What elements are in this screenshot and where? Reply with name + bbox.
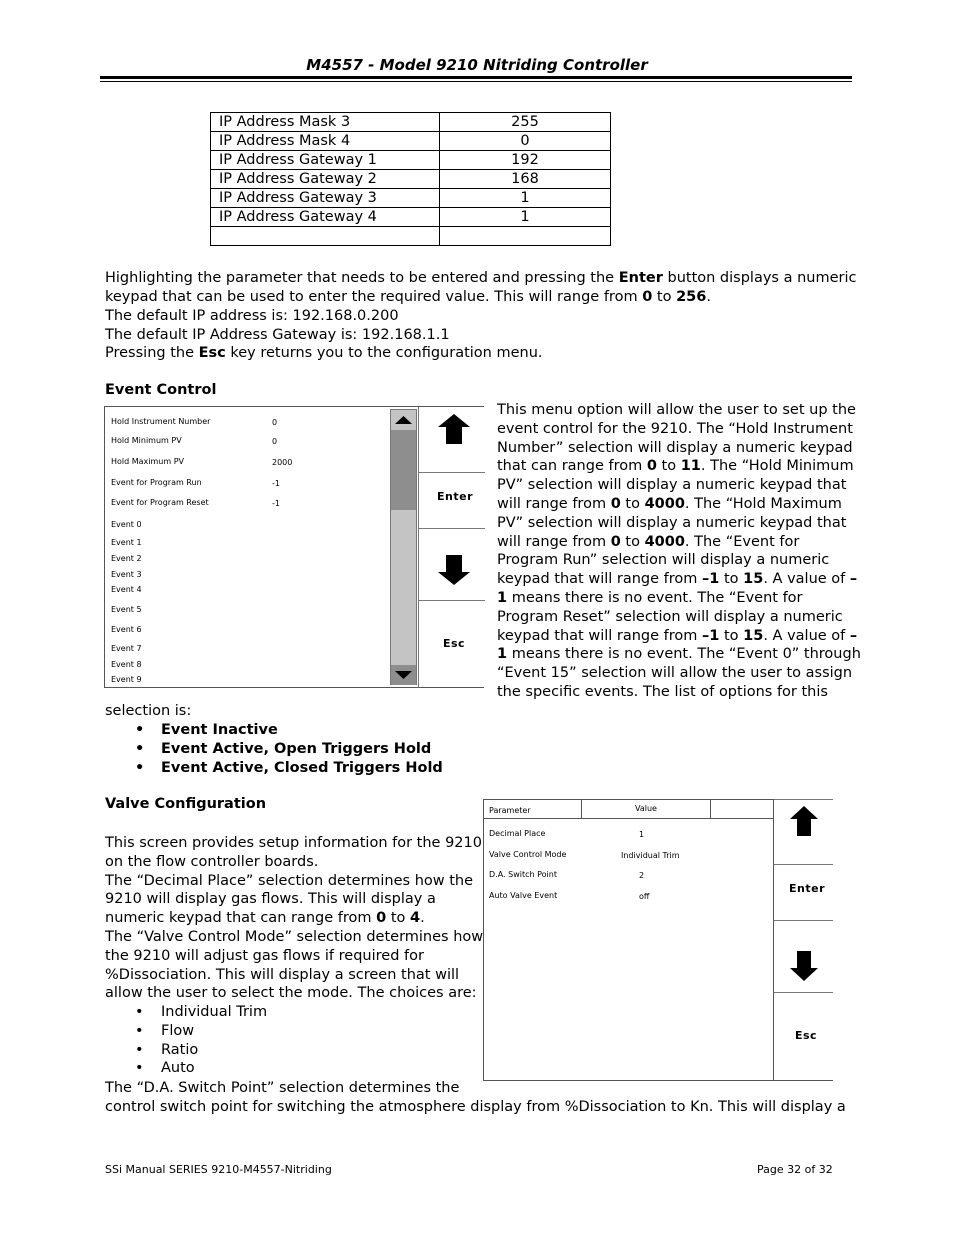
enter-button[interactable]: Enter — [437, 490, 473, 503]
event-option-item: • Event Active, Closed Triggers Hold — [105, 759, 443, 778]
event-item-label: Event 2 — [111, 554, 142, 563]
text-line: keypad that will range from –1 to 15. A value of – — [497, 627, 858, 644]
text-line: event control for the 9210. The “Hold Instrument — [497, 420, 853, 437]
up-arrow-button[interactable] — [437, 413, 471, 447]
valve-param-value: off — [639, 892, 650, 901]
text-line: “Event 15” selection will allow the user to assign — [497, 665, 853, 682]
event-item-label: Event 8 — [111, 660, 142, 669]
esc-text: Pressing the Esc key returns you to the configuration menu. — [105, 345, 543, 361]
ip-param-cell: IP Address Gateway 2 — [211, 170, 440, 189]
event-list-item[interactable] — [105, 675, 390, 689]
text-line: will range from 0 to 4000. The “Event for — [497, 533, 800, 550]
ip-value-cell: 168 — [440, 170, 611, 189]
down-arrow-icon — [789, 950, 819, 982]
button-panel — [418, 407, 485, 688]
ip-table-row — [211, 113, 611, 132]
down-arrow-button[interactable] — [437, 554, 471, 588]
ip-value-cell: 192 — [440, 151, 611, 170]
ip-table-row — [211, 170, 611, 189]
event-item-label: Event for Program Reset — [111, 498, 209, 507]
event-list-item[interactable] — [105, 605, 390, 619]
valve-param-label: Auto Valve Event — [489, 891, 558, 900]
valve-mode-item: • Ratio — [105, 1041, 267, 1060]
footer-manual-title: SSi Manual SERIES 9210-M4557-Nitriding — [105, 1163, 332, 1176]
event-item-label: Event 3 — [111, 570, 142, 579]
event-control-description — [497, 401, 861, 702]
ip-param-cell: IP Address Mask 3 — [211, 113, 440, 132]
ip-value-cell: 1 — [440, 189, 611, 208]
ip-table-row — [211, 132, 611, 151]
event-list-item[interactable] — [105, 554, 390, 568]
param-col-header: Parameter — [484, 799, 582, 819]
ip-param-cell: IP Address Gateway 1 — [211, 151, 440, 170]
ip-table-row — [211, 208, 611, 227]
valve-configuration-screen — [483, 799, 833, 1081]
event-list-item[interactable] — [105, 457, 390, 471]
esc-button[interactable]: Esc — [443, 637, 466, 650]
event-option-item: • Event Active, Open Triggers Hold — [105, 740, 443, 759]
event-item-value: 2000 — [272, 458, 293, 467]
text-line: %Dissociation. This will display a screen that will — [105, 966, 460, 983]
ip-text-line-2: keypad that can be used to enter the required value. This will range from 0 to 256. — [105, 289, 711, 305]
event-list-item[interactable] — [105, 644, 390, 658]
event-options-list — [105, 721, 443, 777]
event-list-item[interactable] — [105, 417, 390, 431]
event-list-item[interactable] — [105, 520, 390, 534]
event-item-label: Event 1 — [111, 538, 142, 547]
event-item-value: -1 — [272, 479, 280, 488]
valve-esc-button[interactable]: Esc — [795, 1029, 818, 1042]
da-switch-text-1: The “D.A. Switch Point” selection determines the — [105, 1080, 460, 1096]
text-line: numeric keypad that can range from 0 to 4. — [105, 910, 425, 927]
event-item-value: 0 — [272, 437, 278, 446]
valve-param-label: Decimal Place — [489, 829, 546, 838]
ip-value-cell: 255 — [440, 113, 611, 132]
event-item-label: Event 4 — [111, 585, 142, 594]
event-list-item[interactable] — [105, 478, 390, 492]
valve-up-arrow-button[interactable] — [789, 805, 819, 839]
text-line: allow the user to select the mode. The choices are: — [105, 985, 477, 1002]
event-item-label: Event 5 — [111, 605, 142, 614]
text-line: that can range from 0 to 11. The “Hold Minimum — [497, 458, 854, 475]
up-arrow-icon — [789, 805, 819, 837]
text-line: PV” selection will display a numeric keypad that — [497, 514, 847, 531]
ip-param-cell: IP Address Mask 4 — [211, 132, 440, 151]
valve-button-panel — [774, 799, 833, 1079]
valve-param-value: Individual Trim — [621, 851, 680, 860]
ip-text-line-1: Highlighting the parameter that needs to be entered and pressing the Enter button displays a numeric — [105, 270, 857, 286]
valve-description — [105, 834, 484, 1003]
down-arrow-icon — [437, 554, 471, 586]
valve-mode-item: • Flow — [105, 1022, 267, 1041]
ip-param-cell — [211, 227, 440, 246]
event-list-item[interactable] — [105, 498, 390, 512]
selection-is-text: selection is: — [105, 703, 192, 719]
ip-param-cell: IP Address Gateway 4 — [211, 208, 440, 227]
text-line: PV” selection will display a numeric keypad that — [497, 477, 847, 494]
header-rule-thin — [100, 81, 852, 82]
ip-table-row — [211, 151, 611, 170]
ip-value-cell: 0 — [440, 132, 611, 151]
valve-param-row[interactable] — [484, 829, 772, 843]
event-list-item[interactable] — [105, 585, 390, 599]
event-item-label: Hold Minimum PV — [111, 436, 182, 445]
event-item-value: -1 — [272, 499, 280, 508]
valve-configuration-heading: Valve Configuration — [105, 796, 267, 812]
event-list-item[interactable] — [105, 436, 390, 450]
text-line: will range from 0 to 4000. The “Hold Maximum — [497, 495, 842, 512]
scrollbar-thumb[interactable] — [391, 430, 416, 510]
extra-col-header — [710, 799, 774, 819]
text-line: This menu option will allow the user to set up the — [497, 402, 856, 418]
valve-param-row[interactable] — [484, 870, 772, 884]
scroll-down-arrow-icon[interactable] — [391, 665, 416, 685]
event-list-item[interactable] — [105, 625, 390, 639]
ip-value-cell — [440, 227, 611, 246]
valve-param-row[interactable] — [484, 891, 772, 905]
ip-table-row — [211, 227, 611, 246]
text-line: 9210 will display gas flows. This will display a — [105, 891, 436, 908]
da-switch-text-2: control switch point for switching the atmosphere display from %Dissociation to Kn. This will display a — [105, 1099, 846, 1115]
valve-mode-item: • Auto — [105, 1059, 267, 1078]
event-item-label: Event 7 — [111, 644, 142, 653]
text-line: Number” selection will display a numeric keypad — [497, 439, 853, 456]
valve-param-row[interactable] — [484, 850, 772, 864]
event-item-label: Event 9 — [111, 675, 142, 684]
event-list-item[interactable] — [105, 660, 390, 674]
text-line: The “Valve Control Mode” selection determines how — [105, 928, 484, 945]
scroll-up-arrow-icon[interactable] — [391, 410, 416, 430]
event-option-item: • Event Inactive — [105, 721, 443, 740]
event-item-value: 0 — [272, 418, 278, 427]
event-control-heading: Event Control — [105, 382, 217, 398]
ip-table-row — [211, 189, 611, 208]
ip-value-cell: 1 — [440, 208, 611, 227]
event-item-label: Hold Instrument Number — [111, 417, 211, 426]
footer-page-number: Page 32 of 32 — [757, 1163, 833, 1176]
valve-param-value: 2 — [639, 871, 645, 880]
text-line: the 9210 will adjust gas flows if required for — [105, 947, 424, 964]
text-line: 1 means there is no event. The “Event for — [497, 589, 803, 606]
valve-enter-button[interactable]: Enter — [789, 882, 825, 895]
page-header-title: M4557 - Model 9210 Nitriding Controller — [306, 56, 648, 74]
default-ip-text: The default IP address is: 192.168.0.200 — [105, 308, 399, 324]
event-item-label: Event 6 — [111, 625, 142, 634]
default-gateway-text: The default IP Address Gateway is: 192.168.1.1 — [105, 327, 450, 343]
header-rule — [100, 76, 852, 79]
event-control-screen — [104, 406, 484, 688]
text-line: The “Decimal Place” selection determines how the — [105, 872, 474, 889]
ip-address-table — [210, 112, 611, 246]
valve-mode-item: • Individual Trim — [105, 1003, 267, 1022]
text-line: Program Reset” selection will display a numeric — [497, 608, 843, 625]
event-item-label: Hold Maximum PV — [111, 457, 185, 466]
ip-param-cell: IP Address Gateway 3 — [211, 189, 440, 208]
event-item-label: Event for Program Run — [111, 478, 202, 487]
text-line: keypad that will range from –1 to 15. A value of – — [497, 571, 858, 588]
text-line: the specific events. The list of options for this — [497, 683, 828, 700]
valve-param-label: D.A. Switch Point — [489, 870, 557, 879]
valve-mode-list — [105, 1003, 267, 1078]
value-col-header: Value — [581, 799, 711, 819]
valve-down-arrow-button[interactable] — [789, 950, 819, 984]
text-line: on the flow controller boards. — [105, 853, 319, 870]
up-arrow-icon — [437, 413, 471, 445]
event-list-item[interactable] — [105, 570, 390, 584]
text-line: This screen provides setup information for the 9210 — [105, 835, 482, 851]
text-line: Program Run” selection will display a numeric — [497, 552, 830, 569]
valve-param-value: 1 — [639, 830, 645, 839]
valve-param-label: Valve Control Mode — [489, 850, 567, 859]
text-line: 1 means there is no event. The “Event 0” through — [497, 646, 861, 663]
event-item-label: Event 0 — [111, 520, 142, 529]
event-list-item[interactable] — [105, 538, 390, 552]
